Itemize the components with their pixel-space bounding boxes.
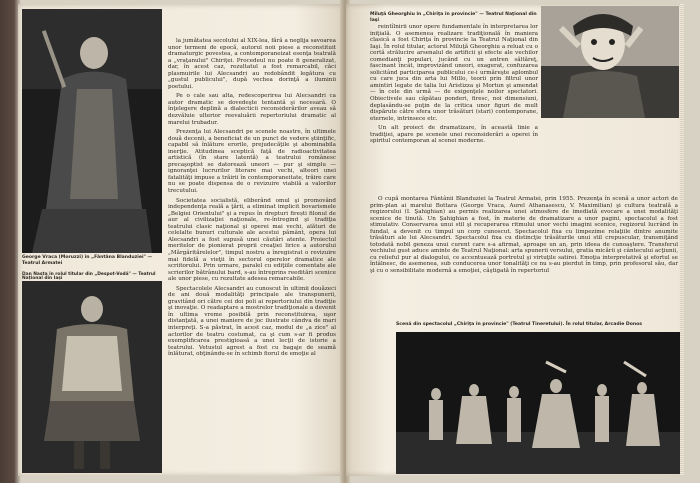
caption-top-left: George Vraca (Moruzzi) în „Fântâna Blanduziei" — Teatrul Armatei <box>22 255 153 266</box>
left-page <box>18 4 344 476</box>
left-text-column <box>168 38 336 361</box>
left-paragraph: Spectacolele Alecsandri au cunoscut în ultimii douăzeci de ani două modalităţi principale ale transpunerii, gravitând ori către cei doi poli ai repertoriului din tradiţie şi inovaţie. O readaptare a mostrelor tradiţionale a devenit în ultima vreme posibilă prin reconstituirea, uşor distanţată, a unei maniere de joc ilustrate cândva de mari interpreţi. S-a păstrat, în acest caz, modul de „a zice" al actorilor de teatru costumat, ca şi cum s-ar fi produs exemplificarea prestigioasă a unei lecţii de istorie a teatrului. Vetustul agrest a fost cu bagaje de seamă înlăturat, obţinându-se în schimb fiorul de emoţie al <box>168 285 336 358</box>
photo-stage-scene <box>396 332 680 474</box>
right-paragraph: Un alt proiect de dramatizare, în această linie a tradiţiei, apare pe scenele unei reconsiderări a operei în spiritul contemporan al scenei moderne. <box>370 125 538 145</box>
right-page <box>346 4 684 476</box>
portrait-photo-icon <box>22 9 162 253</box>
right-text-column-top <box>370 24 538 148</box>
page-edge <box>680 4 684 476</box>
photo-george-vraca <box>22 9 162 253</box>
caption-bottom-left: Dan Nasta în rolul titular din „Despot-Vodă" — Teatrul Național din Iași <box>22 272 156 282</box>
actor-face-photo-icon <box>541 6 679 118</box>
right-text-column-wide <box>370 196 678 278</box>
costume-photo-icon <box>22 281 162 473</box>
caption-top-right: Miluţă Gheorghiu în „Chiriţa în provincie" — Teatrul Naţional din Iaşi <box>370 12 537 23</box>
caption-bottom-right: Scenă din spectacolul „Chiriţa în provincie" (Teatrul Tineretului). În rolul titular, Arcadie Donos <box>396 322 643 327</box>
stage-scene-photo-icon <box>396 332 680 474</box>
photo-dan-nasta <box>22 281 162 473</box>
left-paragraph: Prezenţa lui Alecsandri pe scenele noastre, în ultimele două decenii, a beneficiat de un punct de vedere ştiinţific, capabil să înlăture erorile, prejudecăţile şi abominabila inerţie. Atitudinea sceptică faţă de radioactivitatea artistică (în stare latentă) a teatrului românesc precaşoptist se datorează uneori — pur şi simplu — ignoranţei lucrurilor literare mai vechi, alteori unei fatalităţi impuse a trăirii în contemporaneitate, trăire care nu se poate dispensa de o revizuire viabilă a valorilor trecutului. <box>168 129 336 195</box>
left-paragraph: Pe o cale sau alta, redescoperirea lui Alecsandri ca autor dramatic se dovedeşte tentantă şi necesară. O înţelegere deplină a dialecticii reconsiderărilor aveau să dezvăluie ulterior reevaluării repertoriului dramatic al marelui trubadur. <box>168 93 336 126</box>
photo-milutza-gheorghiu <box>541 6 679 118</box>
left-paragraph: la jumătatea secolului al XIX-lea, fără a neglija savoarea unor termeni de epocă, autorul noii piese a reconstituit dramaturgic povestea, a contemporaneizat esenţa teatrală a „vraţanului" Chiriţei. Procedeul nu poate fi generalizat, dar, în acest caz, rezultatul a fost remarcabil, căci plasmuirile lui Alecsandri au redobândit legătura cu „gustul publicului", după vechea dorinţă a iluminii poetului. <box>168 38 336 90</box>
left-paragraph: Societatea socialistă, eliberând omul şi promovând independenţa reală a ţării, a eliminat implicit bovarismele „Belgiei Orientului" şi a repus în drepturi firești filonul de aur al civilizaţiei naţionale, re-întregind şi tradiţia teatrului clasic naţional şi operei mai vechi, alături de celelalte bunuri culturale ale acestui pământ, opera lui Alecsandri a fost supusă unei căutări atente. Proiectul meritelor de pionierat proprii creaţiei lirice a autorului „Mărgăritărelelor", timpul nostru a înregistrat o revizuire mai fidelă a vieţii în sectorul operelor dramatice ale scriitorului. Prin urmare, paralel cu ediţiile comentate ale scrierilor bătrânului bard, s-au întreprins reeditări scenice ale unor piese, cu rezultate adesea remarcabile. <box>168 197 336 283</box>
right-paragraph: reintîlnirii unor opere fundamentale în interpretarea lor iniţială. O asemenea realizare tradiţională în maniera clasică a fost Chiriţa în provincie la Teatrul Naţional din Iaşi. În rolul titular, actorul Miluţă Gheorghiu a reluat cu o certă strălucire arsenalul de artificii şi efecte ale vechilor comedianţi populari, jucând cu un antren săltăreţ, fascinant încât, improvizând uneori, exagerat, confuzarea solicitând participarea publicului ce-i urmăreşte aplombul cu care juca din arta lui Millo, teorii prin filtrul unor amintiri legate de talia lui Aristizza şi Mortun şi amendat — în cele din urmă — de exigenţele noilor spectatori. Obiectivele sau căpătau ponderi, firesc, noi dimensiuni, deplasându-se puţin de la critica unor figuri de mult dispărute către sfera unor trăsături (stari) contemporane, eternele, intrinsece etc. <box>370 24 538 122</box>
right-paragraph: O cupă montarea Fântânii Blanduziei la Teatrul Armatei, prin 1955. Prezenţa în scenă a unor actori de prim-plan ai marelui Bottara (George Vraca, Aurel Athanasescu, V. Maximilian) şi cultura teatrală a regizorului (I. Şahighian) au permis realizarea unei atmosfere de imediată evocare a unei modalităţi scenice de tinută. Un Şahighian a fost, în materie de dramatizare a unor pagini, spectacolul a fost stimulativ. Conservarea unui stil şi recuperarea ritmului unor vechi imagini scenice, regizorul lucrând în fundal, a devenit cu timpul un corp cunoscut. Spectacolul fixa cu limpezime relaţiile dintre anumite trăsături ale lui Alecsandri. Spectacolul fixa cu distincţie trăsăturile unui stil crepuscular, transmiţând totodată nobil geneza unui curent care s-a afirmat, aproape un an, prin ideea de cunoaştere. Transferul vechiului gust aduce aminte de Teatrul Naţional: arta spunerii versului, gratia micării şi cântecului acţiunii, cu relieful pur al dialogului, ce accentuează portretul şi virtuţile satirei. Emoţia interpretativă şi efortul se întâlnesc, de asemenea, sub conducerea unor tonalităţi ce nu s-au pierdut în timp, prin profesorul său, dar şi cu o sensibilitate modernă a emoţiei, câştigată în repertoriul <box>370 196 678 275</box>
